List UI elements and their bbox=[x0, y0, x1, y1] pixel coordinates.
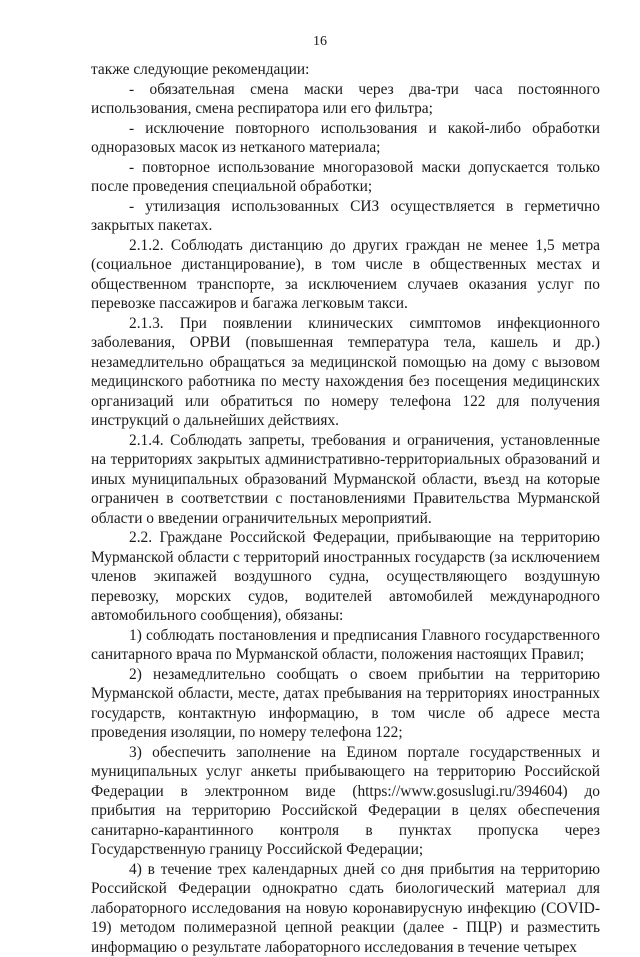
document-body bbox=[91, 60, 600, 957]
paragraph-item-3: 3) обеспечить заполнение на Едином портале государственных и муниципальных услуг анкеты прибывающего на территорию Российской Федерации в электронном виде (https://www.gosuslugi.ru/394604) до прибытия на территорию Российской Федерации в целях обеспечения санитарно-карантинного контроля в пунктах пропуска через Государственную границу Российской Федерации; bbox=[91, 743, 600, 860]
paragraph-recommendation-disposal: - утилизация использованных СИЗ осуществляется в герметично закрытых пакетах. bbox=[91, 197, 600, 236]
paragraph-item-4: 4) в течение трех календарных дней со дня прибытия на территорию Российской Федерации однократно сдать биологический материал для лабораторного исследования на новую коронавирусную инфекцию (COVID-19) методом полимеразной цепной реакции (далее - ПЦР) и разместить информацию о результате лабораторного исследования в течение четырех bbox=[91, 860, 600, 957]
paragraph-recommendation-no-reuse: - исключение повторного использования и какой-либо обработки одноразовых масок из нетканого материала; bbox=[91, 119, 600, 158]
paragraph-item-1: 1) соблюдать постановления и предписания Главного государственного санитарного врача по Мурманской области, положения настоящих Правил; bbox=[91, 626, 600, 665]
paragraph-item-2: 2) незамедлительно сообщать о своем прибытии на территорию Мурманской области, месте, датах пребывания на территориях иностранных государств, контактную информацию, в том числе об адресе места проведения изоляции, по номеру телефона 122; bbox=[91, 665, 600, 743]
paragraph-2-2: 2.2. Граждане Российской Федерации, прибывающие на территорию Мурманской области с территорий иностранных государств (за исключением членов экипажей воздушного судна, осуществляющего воздушную перевозку, морских судов, водителей автомобилей международного автомобильного сообщения), обязаны: bbox=[91, 528, 600, 626]
paragraph-recommendation-mask-change: - обязательная смена маски через два-три часа постоянного использования, смена респиратора или его фильтра; bbox=[91, 80, 600, 119]
page-number: 16 bbox=[0, 34, 640, 50]
paragraph-2-1-3: 2.1.3. При появлении клинических симптомов инфекционного заболевания, ОРВИ (повышенная температура тела, кашель и др.) незамедлительно обращаться за медицинской помощью на дому с вызовом медицинского работника по месту нахождения без посещения медицинских организаций или обратиться по номеру телефона 122 для получения инструкций о дальнейших действиях. bbox=[91, 314, 600, 431]
paragraph-2-1-2: 2.1.2. Соблюдать дистанцию до других граждан не менее 1,5 метра (социальное дистанцирование), в том числе в общественных местах и общественном транспорте, за исключением случаев оказания услуг по перевозке пассажиров и багажа легковым такси. bbox=[91, 236, 600, 314]
paragraph-2-1-4: 2.1.4. Соблюдать запреты, требования и ограничения, установленные на территориях закрытых административно-территориальных образований и иных муниципальных образований Мурманской области, въезд на которые ограничен в соответствии с постановлениями Правительства Мурманской области о введении ограничительных мероприятий. bbox=[91, 431, 600, 529]
paragraph-intro: также следующие рекомендации: bbox=[91, 60, 600, 80]
paragraph-recommendation-reusable-mask: - повторное использование многоразовой маски допускается только после проведения специальной обработки; bbox=[91, 158, 600, 197]
